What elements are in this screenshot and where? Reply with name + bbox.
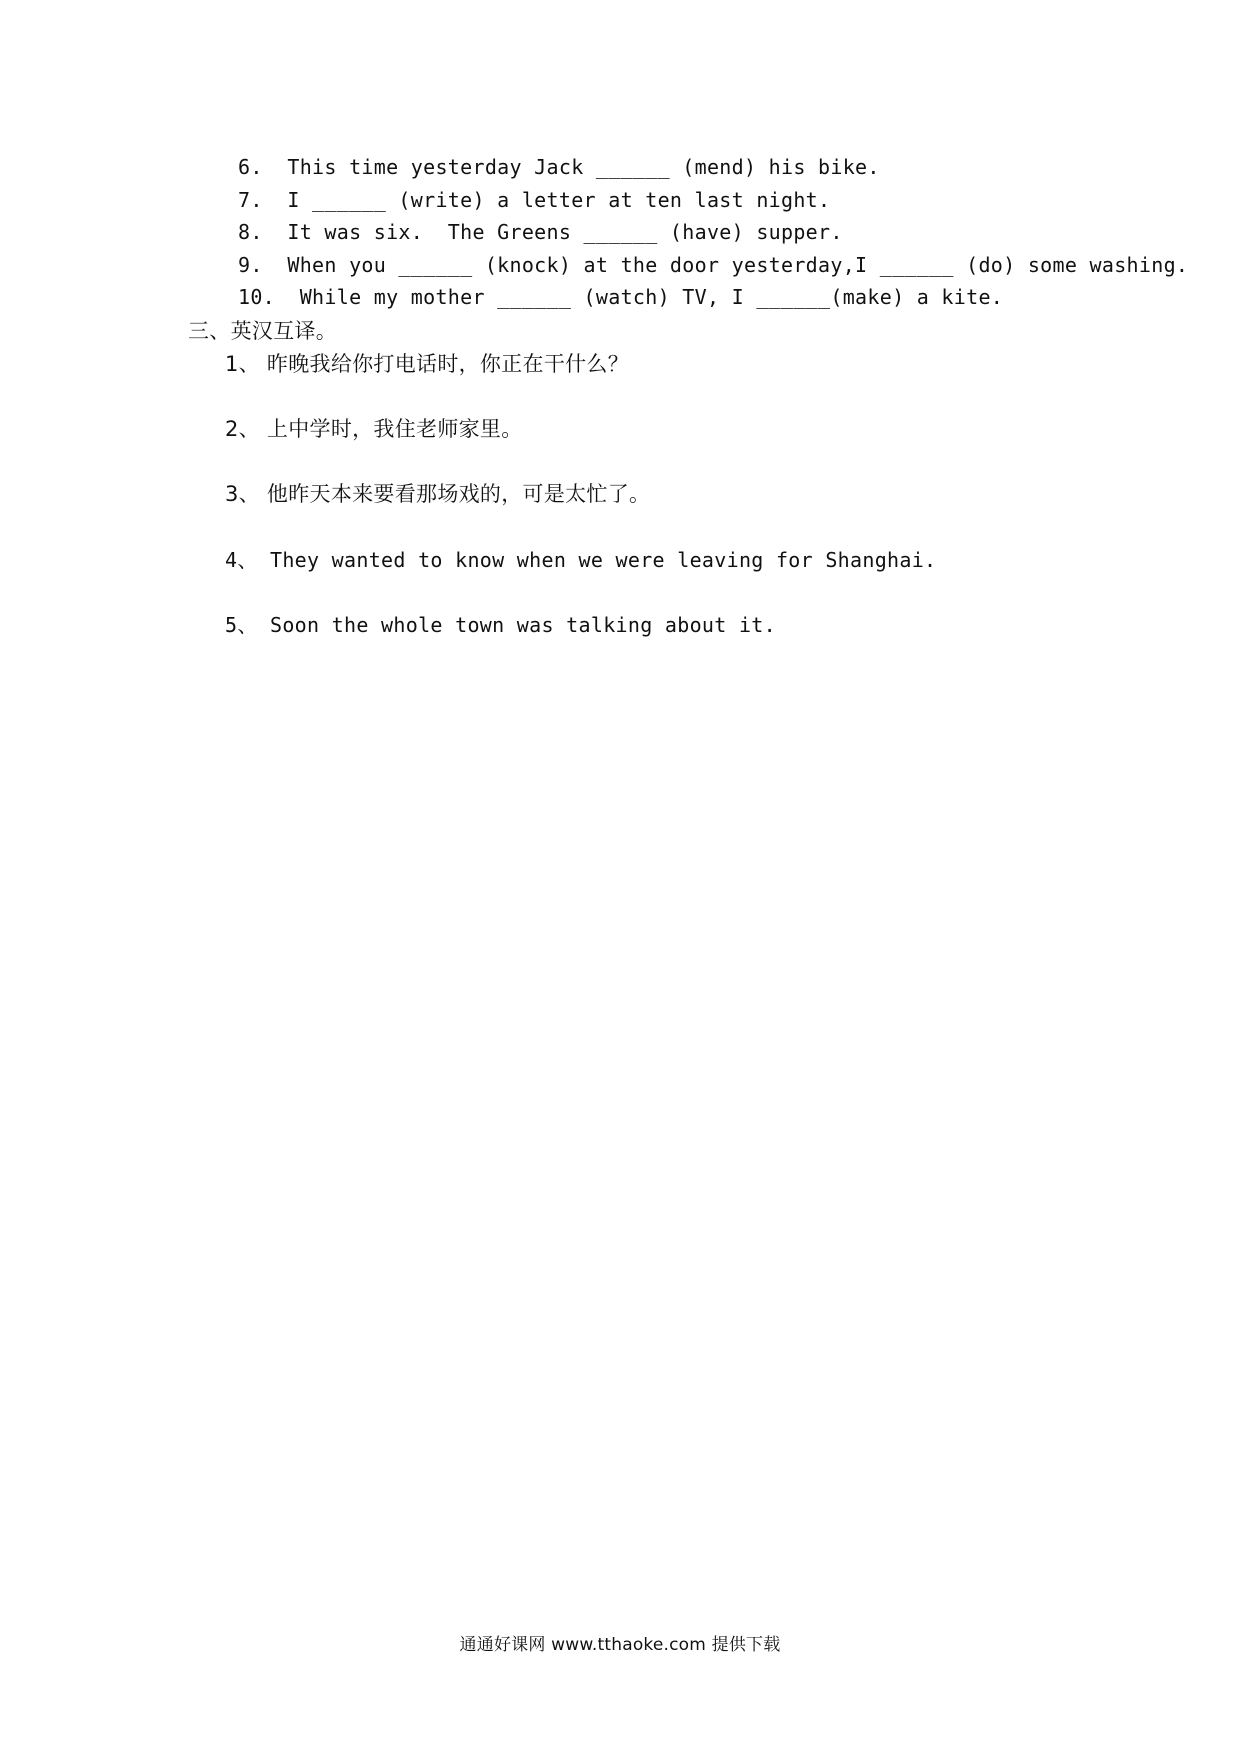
translation-item-5: 5、 Soon the whole town was talking about it. (225, 613, 776, 637)
exercise-item-6: 6. This time yesterday Jack ______ (mend) his bike. (238, 155, 880, 179)
section-heading: 三、英汉互译。 (188, 319, 338, 343)
exercise-item-9: 9. When you ______ (knock) at the door yesterday,I ______ (do) some washing. (238, 253, 1189, 277)
translation-item-3: 3、 他昨天本来要看那场戏的，可是太忙了。 (225, 482, 651, 506)
exercise-item-8: 8. It was six. The Greens ______ (have) supper. (238, 220, 843, 244)
exercise-item-10: 10. While my mother ______ (watch) TV, I ______(make) a kite. (238, 285, 1004, 309)
translation-item-2: 2、 上中学时，我住老师家里。 (225, 417, 523, 441)
translation-item-4: 4、 They wanted to know when we were leaving for Shanghai. (225, 548, 937, 572)
exercise-item-7: 7. I ______ (write) a letter at ten last night. (238, 188, 831, 212)
page-footer: 通通好课网 www.tthaoke.com 提供下载 (459, 1635, 781, 1655)
translation-item-1: 1、 昨晚我给你打电话时，你正在干什么？ (225, 352, 630, 376)
